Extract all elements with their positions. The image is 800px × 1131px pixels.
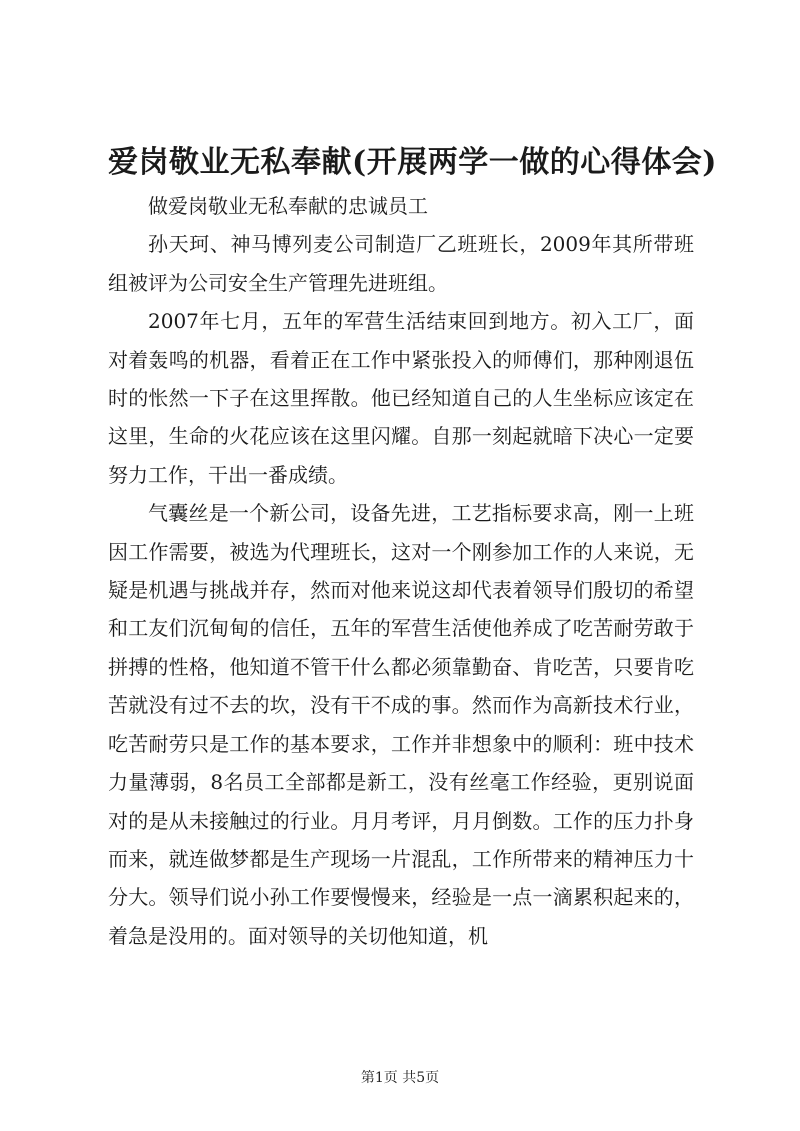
page-indicator: 第1页 共5页 — [360, 1070, 440, 1086]
paragraph-intro: 孙天珂、神马博列麦公司制造厂乙班班长，2009年其所带班组被评为公司安全生产管理先进班组。 — [108, 232, 694, 295]
paragraph-subtitle: 做爱岗敬业无私奉献的忠诚员工 — [148, 194, 428, 218]
document-body — [108, 187, 694, 955]
document-title: 爱岗敬业无私奉献(开展两学一做的心得体会) — [108, 145, 717, 180]
paragraph-airbag-yarn: 气囊丝是一个新公司，设备先进，工艺指标要求高，刚一上班因工作需要，被选为代理班长，这对一个刚参加工作的人来说，无疑是机遇与挑战并存，然而对他来说这却代表着领导们殷切的希望和工友们沉甸甸的信任，五年的军营生活使他养成了吃苦耐劳敢于拼搏的性格，他知道不管干什么都必须靠勤奋、肯吃苦，只要肯吃苦就没有过不去的坎，没有干不成的事。然而作为高新技术行业，吃苦耐劳只是工作的基本要求，工作并非想象中的顺利：班中技术力量薄弱，8名员工全部都是新工，没有丝毫工作经验，更别说面对的是从未接触过的行业。月月考评，月月倒数。工作的压力扑身而来，就连做梦都是生产现场一片混乱，工作所带来的精神压力十分大。领导们说小孙工作要慢慢来，经验是一点一滴累积起来的，着急是没用的。面对领导的关切他知道，机 — [108, 501, 694, 948]
paragraph-2007: 2007年七月，五年的军营生活结束回到地方。初入工厂，面对着轰鸣的机器，看着正在工作中紧张投入的师傅们，那种刚退伍时的怅然一下子在这里挥散。他已经知道自己的人生坐标应该定在这里，生命的火花应该在这里闪耀。自那一刻起就暗下决心一定要努力工作，干出一番成绩。 — [108, 309, 694, 487]
